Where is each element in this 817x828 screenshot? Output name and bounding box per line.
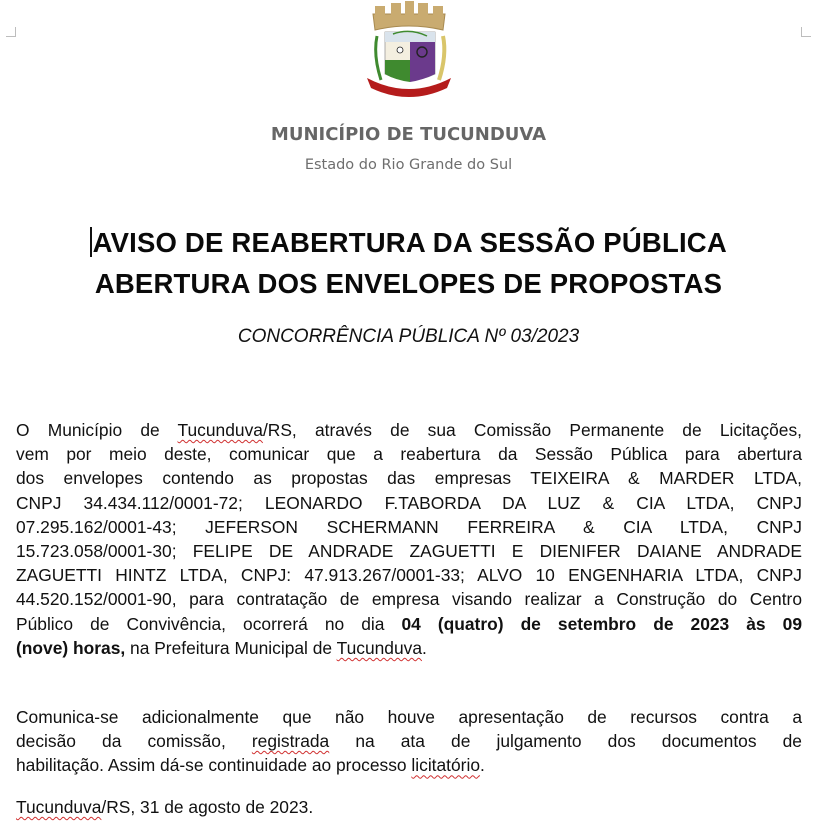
text-line: dos envelopes contendo as propostas das empresas TEIXEIRA & MARDER LTDA,	[16, 468, 802, 489]
text-run: /RS, através de sua Comissão Permanente de Licitações,	[262, 420, 802, 440]
text-line	[16, 795, 802, 819]
closing-place-date	[16, 795, 802, 819]
text-run: decisão da comissão,	[16, 731, 252, 752]
text-line	[16, 418, 802, 442]
paragraph-announcement	[16, 418, 802, 660]
tender-number: CONCORRÊNCIA PÚBLICA Nº 03/2023	[237, 326, 580, 347]
misspelled-word[interactable]: registrada	[251, 731, 330, 752]
misspelled-word[interactable]: Tucunduva	[177, 420, 263, 440]
margin-corner-mark-top-left	[6, 27, 16, 37]
text-run: na ata de julgamento dos documentos de	[329, 731, 802, 752]
margin-corner-mark-top-right	[801, 27, 811, 37]
text-line: ZAGUETTI HINTZ LTDA, CNPJ: 47.913.267/0001-33; ALVO 10 ENGENHARIA LTDA, CNPJ	[16, 565, 802, 586]
text-run: Público de Convivência, ocorrerá no dia	[16, 613, 402, 634]
municipality-name: MUNICÍPIO DE TUCUNDUVA	[270, 124, 547, 145]
notice-title-line-1-text: AVISO DE REABERTURA DA SESSÃO PÚBLICA	[92, 227, 727, 258]
paragraph-additional-notice	[16, 705, 802, 778]
notice-title-line-2: ABERTURA DOS ENVELOPES DE PROPOSTAS	[94, 268, 723, 299]
state-name: Estado do Rio Grande do Sul	[304, 157, 513, 173]
text-line: vem por meio deste, comunicar que a reabertura da Sessão Pública para abertura	[16, 444, 802, 465]
text-line: 15.723.058/0001-30; FELIPE DE ANDRADE ZAGUETTI E DIENIFER DAIANE ANDRADE	[16, 541, 802, 562]
text-run: habilitação. Assim dá-se continuidade ao processo	[16, 755, 412, 776]
text-line: 44.520.152/0001-90, para contratação de empresa visando realizar a Construção do Centro	[16, 589, 802, 610]
misspelled-word[interactable]: licitatório	[411, 755, 481, 776]
session-date: 04 (quatro) de setembro de 2023 às 09	[401, 613, 802, 634]
text-run: /RS, 31 de agosto de 2023.	[101, 797, 314, 817]
session-time: (nove) horas,	[16, 637, 126, 658]
text-line	[16, 729, 802, 753]
coat-of-arms-icon	[355, 0, 463, 102]
text-line: 07.295.162/0001-43; JEFERSON SCHERMANN FERREIRA & CIA LTDA, CNPJ	[16, 516, 802, 537]
text-run: O Município de	[16, 420, 178, 440]
text-run: na Prefeitura Municipal de	[125, 637, 337, 658]
text-line	[16, 636, 802, 660]
text-line: Comunica-se adicionalmente que não houve apresentação de recursos contra a	[16, 707, 802, 727]
text-cursor	[90, 227, 92, 257]
text-line	[16, 612, 802, 636]
misspelled-word[interactable]: Tucunduva	[336, 637, 422, 658]
text-line	[16, 753, 802, 777]
text-line: CNPJ 34.434.112/0001-72; LEONARDO F.TABORDA DA LUZ & CIA LTDA, CNPJ	[16, 492, 802, 513]
text-run: .	[480, 755, 485, 776]
text-run: .	[422, 637, 427, 658]
misspelled-word[interactable]: Tucunduva	[16, 797, 102, 817]
notice-title-line-1	[0, 227, 817, 259]
